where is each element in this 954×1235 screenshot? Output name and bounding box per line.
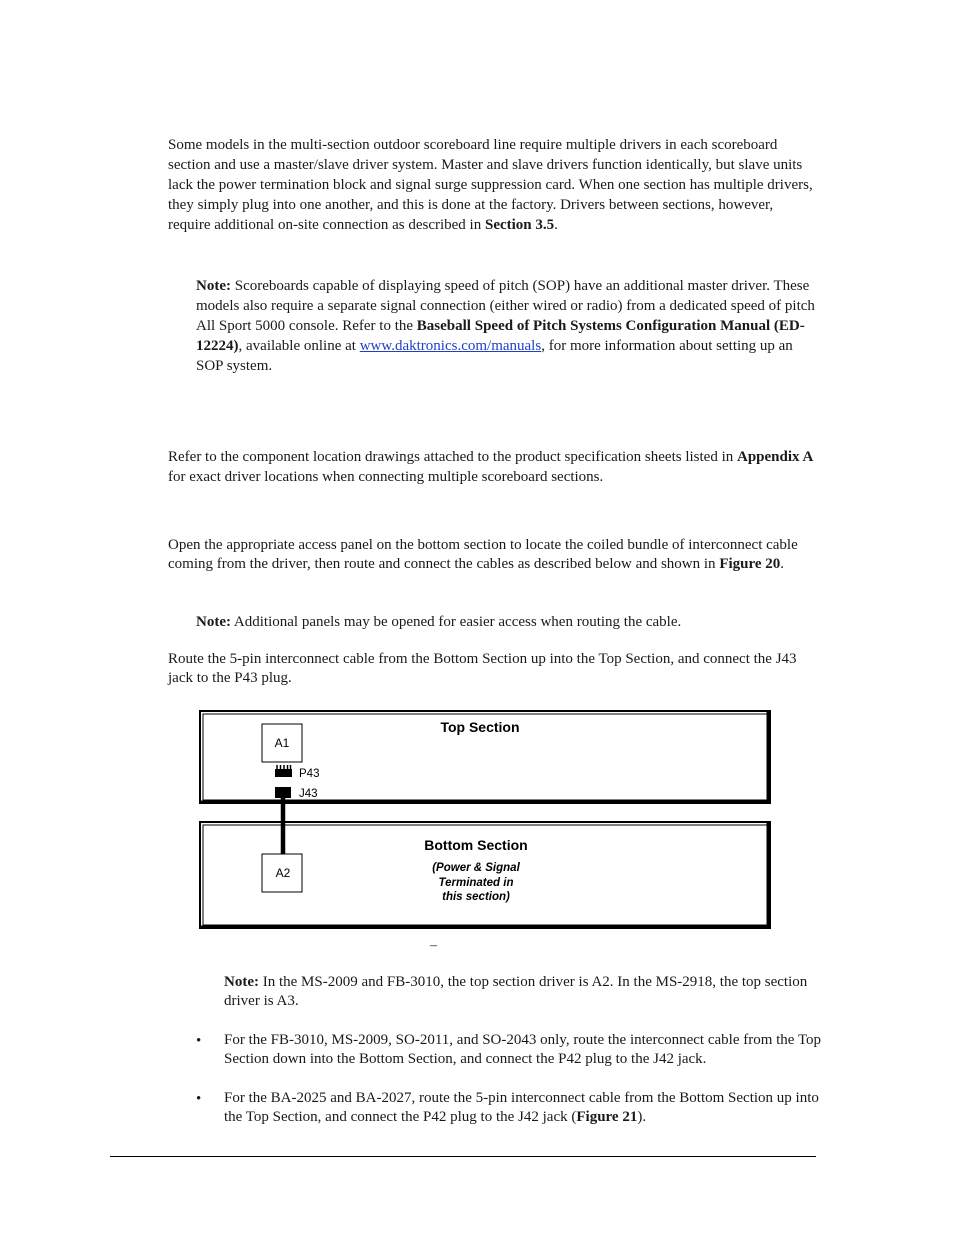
appendix-ref: Appendix A bbox=[737, 449, 814, 465]
bottom-note-line-2: Terminated in bbox=[438, 877, 514, 889]
top-section-title: Top Section bbox=[440, 719, 520, 735]
access-panel-paragraph: Open the appropriate access panel on the bottom section to locate the coiled bundle of interconnect cable coming from the driver, then route and connect the cables as described below and shown in Figure 20. bbox=[168, 537, 798, 572]
bottom-section-title: Bottom Section bbox=[424, 837, 528, 853]
manual-ref: Baseball Speed of Pitch Systems Configuration Manual (ED-12224) bbox=[196, 318, 805, 354]
footer-divider bbox=[110, 1156, 816, 1157]
route-paragraph: Route the 5-pin interconnect cable from the Bottom Section up into the Top Section, and connect the J43 jack to the P43 plug. bbox=[168, 651, 797, 686]
bottom-note-line-3: this section) bbox=[442, 891, 510, 903]
a1-label: A1 bbox=[274, 736, 290, 750]
note-label: Note: bbox=[196, 614, 231, 630]
note-label: Note: bbox=[196, 278, 231, 294]
list-item-text: For the BA-2025 and BA-2027, route the 5-pin interconnect cable from the Bottom Section up into the Top Section, and connect the P42 plug to the J42 jack (Figure 21). bbox=[224, 1090, 819, 1125]
intro-paragraph: Some models in the multi-section outdoor scoreboard line require multiple drivers in each scoreboard section and use a master/slave driver system. Master and slave drivers function identically, but slave units lack the power termination block and signal surge suppression card. When one section has multiple drivers, they simply plug into one another, and this is done at the factory. Drivers between sections, however, require additional on-site connection as described in Section 3.5. bbox=[168, 137, 813, 233]
figure-ref: Figure 21 bbox=[576, 1109, 638, 1125]
panels-note: Note: Additional panels may be opened for easier access when routing the cable. bbox=[196, 614, 682, 630]
manuals-link[interactable]: www.daktronics.com/manuals bbox=[359, 338, 542, 354]
figure-ref: Figure 20 bbox=[719, 556, 781, 572]
j43-jack-icon bbox=[275, 787, 291, 798]
driver-note: Note: In the MS-2009 and FB-3010, the top section driver is A2. In the MS-2918, the top section driver is A3. bbox=[224, 974, 808, 1009]
p43-label: P43 bbox=[299, 768, 320, 780]
bullet-icon: • bbox=[196, 1033, 202, 1049]
section-ref: Section 3.5 bbox=[484, 217, 555, 233]
sop-note: Note: Scoreboards capable of displaying speed of pitch (SOP) have an additional master driver. These models also require a separate signal connection (either wired or radio) from a dedicated speed of pitch All Sport 5000 console. Refer to the Baseball Speed of Pitch Systems Configuration Manual (ED-12224), available online at www.daktronics.com/manuals, for more information about setting up an SOP system. bbox=[196, 278, 815, 374]
figure-caption: – bbox=[430, 938, 437, 953]
appendix-paragraph: Refer to the component location drawings attached to the product specification sheets listed in Appendix A for exact driver locations when connecting multiple scoreboard sections. bbox=[168, 449, 814, 485]
j43-label: J43 bbox=[299, 788, 318, 800]
note-label: Note: bbox=[224, 974, 259, 990]
bottom-note-line-1: (Power & Signal bbox=[432, 862, 520, 874]
a2-label: A2 bbox=[275, 866, 291, 880]
list-item-text: For the FB-3010, MS-2009, SO-2011, and SO-2043 only, route the interconnect cable from the Top Section down into the Bottom Section, and connect the P42 plug to the J42 jack. bbox=[224, 1032, 822, 1067]
interconnect-figure bbox=[198, 708, 774, 932]
bullet-icon: • bbox=[196, 1091, 202, 1107]
